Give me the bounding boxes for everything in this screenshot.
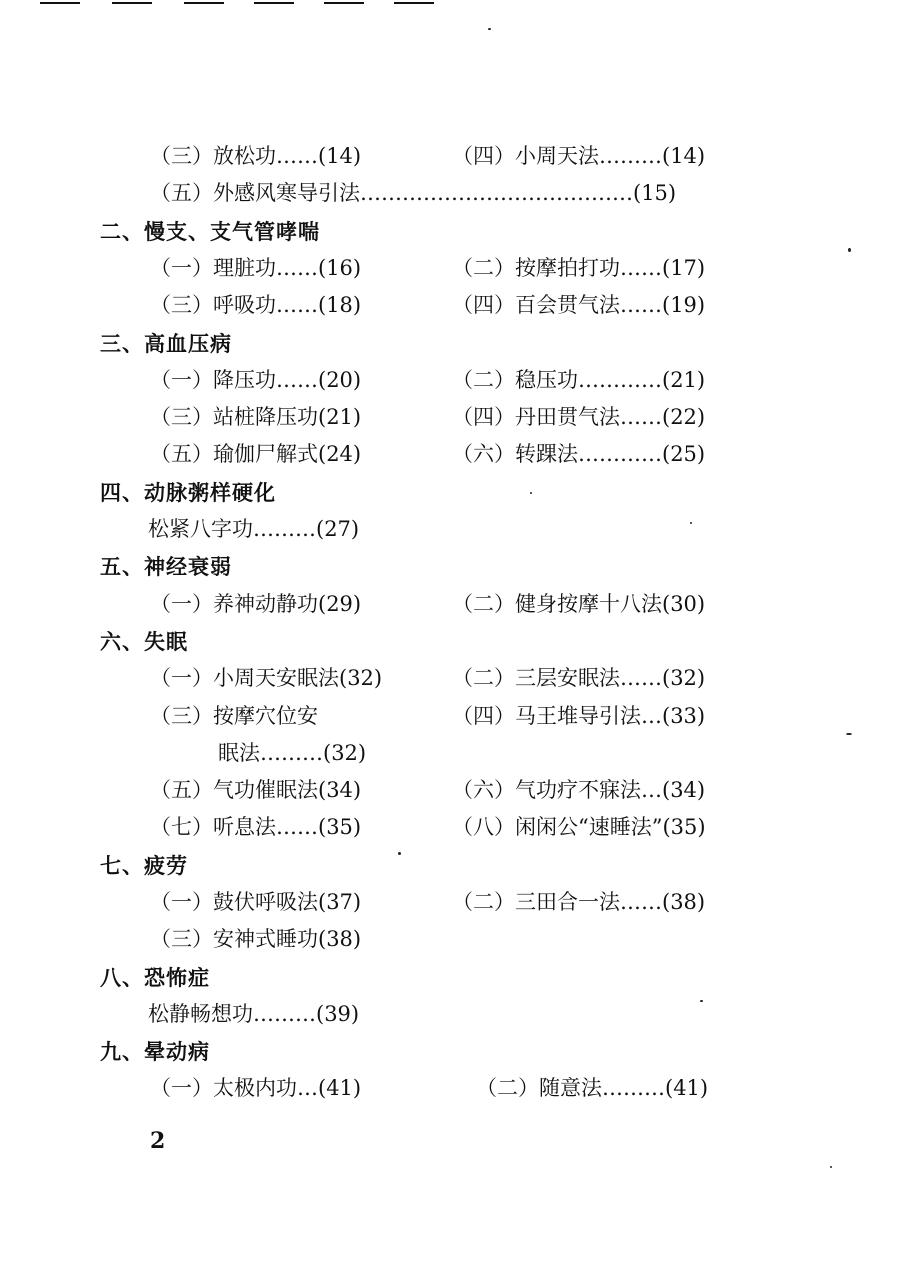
toc-entry: （七）听息法……(35) [150, 815, 362, 839]
toc-row [0, 698, 917, 735]
toc-row [0, 138, 917, 175]
section-heading: 九、晕动病 [100, 1039, 210, 1064]
scan-speck [530, 492, 532, 494]
section-heading: 五、神经衰弱 [100, 554, 232, 579]
toc-entry: （三）呼吸功……(18) [150, 293, 362, 317]
scan-speck [690, 522, 692, 524]
toc-row [0, 735, 917, 772]
toc-row [0, 250, 917, 287]
toc-entry: （八）闲闲公“速睡法”(35) [452, 815, 706, 839]
toc-entry: 松紧八字功………(27) [148, 517, 360, 541]
section-heading: 七、疲劳 [100, 853, 188, 878]
scan-speck [848, 248, 851, 252]
toc-row [0, 586, 917, 623]
toc-entry: （四）丹田贯气法……(22) [452, 405, 706, 429]
toc-entry: （二）健身按摩十八法(30) [452, 592, 706, 616]
toc-entry: （一）鼓伏呼吸法(37) [150, 890, 362, 914]
toc-entry: （五）外感风寒导引法…………………………………(15) [150, 181, 677, 205]
toc-entry: （四）百会贯气法……(19) [452, 293, 706, 317]
toc-entry: （四）马王堆导引法…(33) [452, 704, 706, 728]
toc-row [0, 996, 917, 1033]
section-heading: 四、动脉粥样硬化 [100, 480, 276, 505]
scan-speck [700, 1000, 703, 1002]
toc-section-heading [0, 213, 917, 250]
toc-section-heading [0, 959, 917, 996]
scan-speck [830, 1166, 832, 1168]
toc-row [0, 511, 917, 548]
toc-section-heading [0, 847, 917, 884]
toc-entry: （五）气功催眠法(34) [150, 778, 362, 802]
toc-section-heading [0, 325, 917, 362]
toc-entry: （三）放松功……(14) [150, 144, 362, 168]
toc-entry: （一）太极内功…(41) [150, 1076, 362, 1100]
toc-section-heading [0, 474, 917, 511]
toc-entry: （三）安神式睡功(38) [150, 927, 362, 951]
toc-row [0, 399, 917, 436]
toc-entry: （三）站桩降压功(21) [150, 405, 362, 429]
toc-row [0, 660, 917, 697]
toc-row [0, 809, 917, 846]
toc-entry: （二）稳压功…………(21) [452, 368, 706, 392]
page-number: 2 [150, 1128, 166, 1154]
toc-row [0, 287, 917, 324]
toc-entry: （四）小周天法………(14) [452, 144, 706, 168]
section-heading: 八、恐怖症 [100, 965, 210, 990]
toc-entry: （二）三田合一法……(38) [452, 890, 706, 914]
toc-row [0, 921, 917, 958]
toc-entry: （一）理脏功……(16) [150, 256, 362, 280]
scan-speck [488, 28, 491, 30]
top-edge-marks [40, 0, 440, 8]
toc-entry: （一）小周天安眠法(32) [150, 666, 383, 690]
toc-entry: （一）养神动静功(29) [150, 592, 362, 616]
toc-row [0, 884, 917, 921]
toc-entry: （六）气功疗不寐法…(34) [452, 778, 706, 802]
toc-entry: 眠法………(32) [218, 741, 367, 765]
toc-row [0, 1070, 917, 1107]
toc-entry: （一）降压功……(20) [150, 368, 362, 392]
toc-section-heading [0, 623, 917, 660]
section-heading: 三、高血压病 [100, 331, 232, 356]
toc-entry: 松静畅想功………(39) [148, 1002, 360, 1026]
section-heading: 二、慢支、支气管哮喘 [100, 219, 320, 244]
scan-speck [846, 733, 852, 735]
toc-row [0, 772, 917, 809]
scan-speck [398, 852, 401, 855]
toc-entry: （二）随意法………(41) [476, 1076, 709, 1100]
toc-entry: （五）瑜伽尸解式(24) [150, 442, 362, 466]
toc-entry: （二）按摩拍打功……(17) [452, 256, 706, 280]
toc-row [0, 362, 917, 399]
toc-entry: （三）按摩穴位安 [150, 704, 318, 728]
toc-row [0, 436, 917, 473]
toc-entry: （二）三层安眠法……(32) [452, 666, 706, 690]
section-heading: 六、失眠 [100, 629, 188, 654]
toc-row [0, 175, 917, 212]
toc-section-heading [0, 548, 917, 585]
toc-entry: （六）转踝法…………(25) [452, 442, 706, 466]
toc-section-heading [0, 1033, 917, 1070]
